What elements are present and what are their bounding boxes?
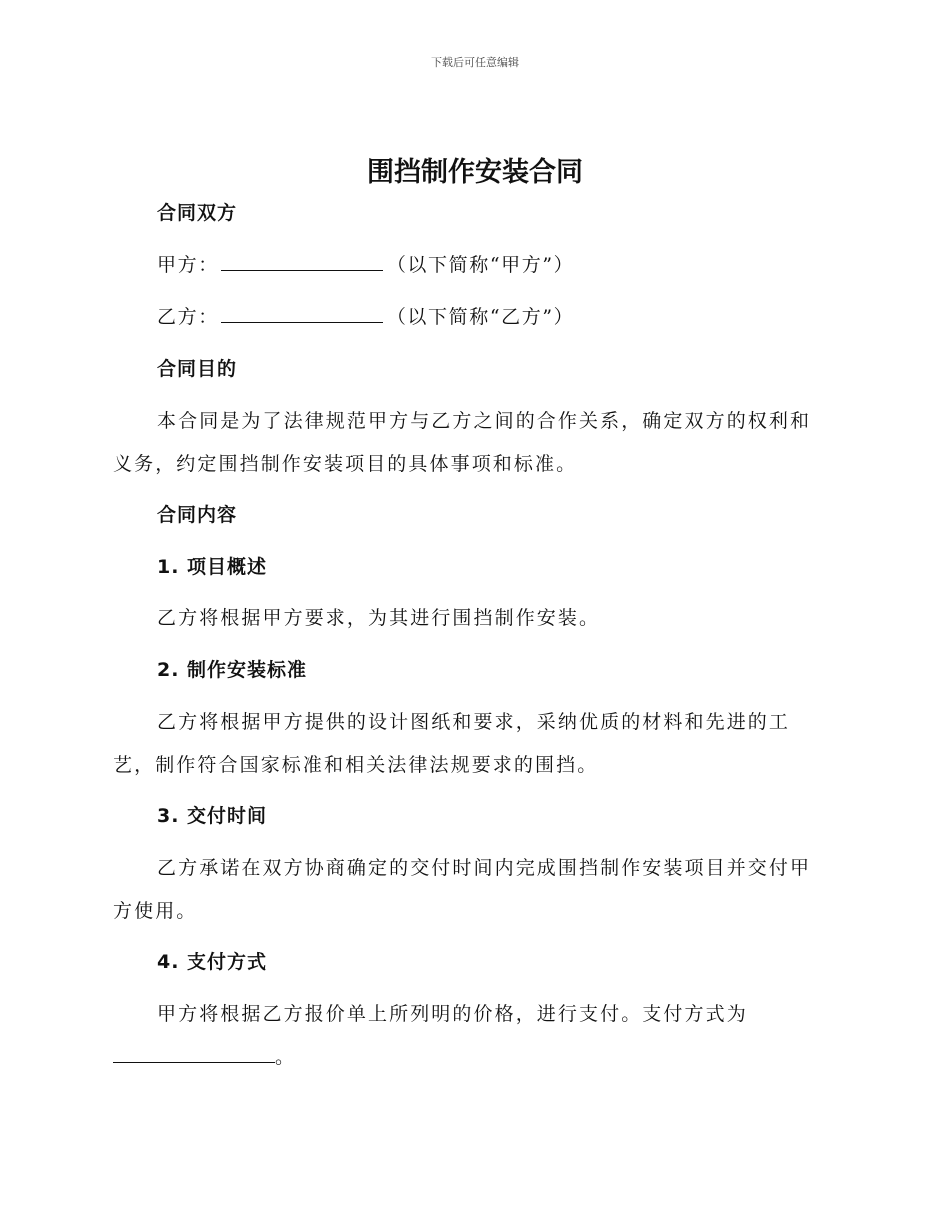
purpose-heading: 合同目的 <box>157 358 238 380</box>
section-3-heading: 3. 交付时间 <box>157 805 268 827</box>
section-3-text-line-2: 方使用。 <box>113 900 198 922</box>
parties-heading: 合同双方 <box>157 202 238 224</box>
section-2-heading: 2. 制作安装标准 <box>157 659 308 681</box>
section-4-text-line-1: 甲方将根据乙方报价单上所列明的价格，进行支付。支付方式为 <box>157 1003 748 1025</box>
section-4-text-line-2-suffix: 。 <box>275 1046 297 1068</box>
party-a-label: 甲方： <box>157 254 219 276</box>
party-a-blank[interactable] <box>221 252 383 271</box>
section-3-text-line-1: 乙方承诺在双方协商确定的交付时间内完成围挡制作安装项目并交付甲 <box>157 857 812 879</box>
content-heading: 合同内容 <box>157 504 238 526</box>
header-note: 下载后可任意编辑 <box>431 56 519 69</box>
party-a-suffix: （以下简称“甲方”） <box>386 254 575 276</box>
payment-method-blank[interactable] <box>113 1044 275 1063</box>
document-title: 围挡制作安装合同 <box>367 157 583 188</box>
section-1-heading: 1. 项目概述 <box>157 556 268 578</box>
party-a-line <box>157 250 574 277</box>
section-2-text-line-2: 艺，制作符合国家标准和相关法律法规要求的围挡。 <box>113 754 599 776</box>
section-2-text-line-1: 乙方将根据甲方提供的设计图纸和要求，采纳优质的材料和先进的工 <box>157 711 791 733</box>
section-4-heading: 4. 支付方式 <box>157 951 268 973</box>
purpose-text-line-1: 本合同是为了法律规范甲方与乙方之间的合作关系，确定双方的权利和 <box>157 410 812 432</box>
section-1-text-line-1: 乙方将根据甲方要求，为其进行围挡制作安装。 <box>157 607 601 629</box>
party-b-suffix: （以下简称“乙方”） <box>386 306 575 328</box>
party-b-label: 乙方： <box>157 306 219 328</box>
purpose-text-line-2: 义务，约定围挡制作安装项目的具体事项和标准。 <box>113 453 578 475</box>
section-4-text-line-2 <box>113 1042 296 1069</box>
party-b-line <box>157 302 574 329</box>
party-b-blank[interactable] <box>221 304 383 323</box>
